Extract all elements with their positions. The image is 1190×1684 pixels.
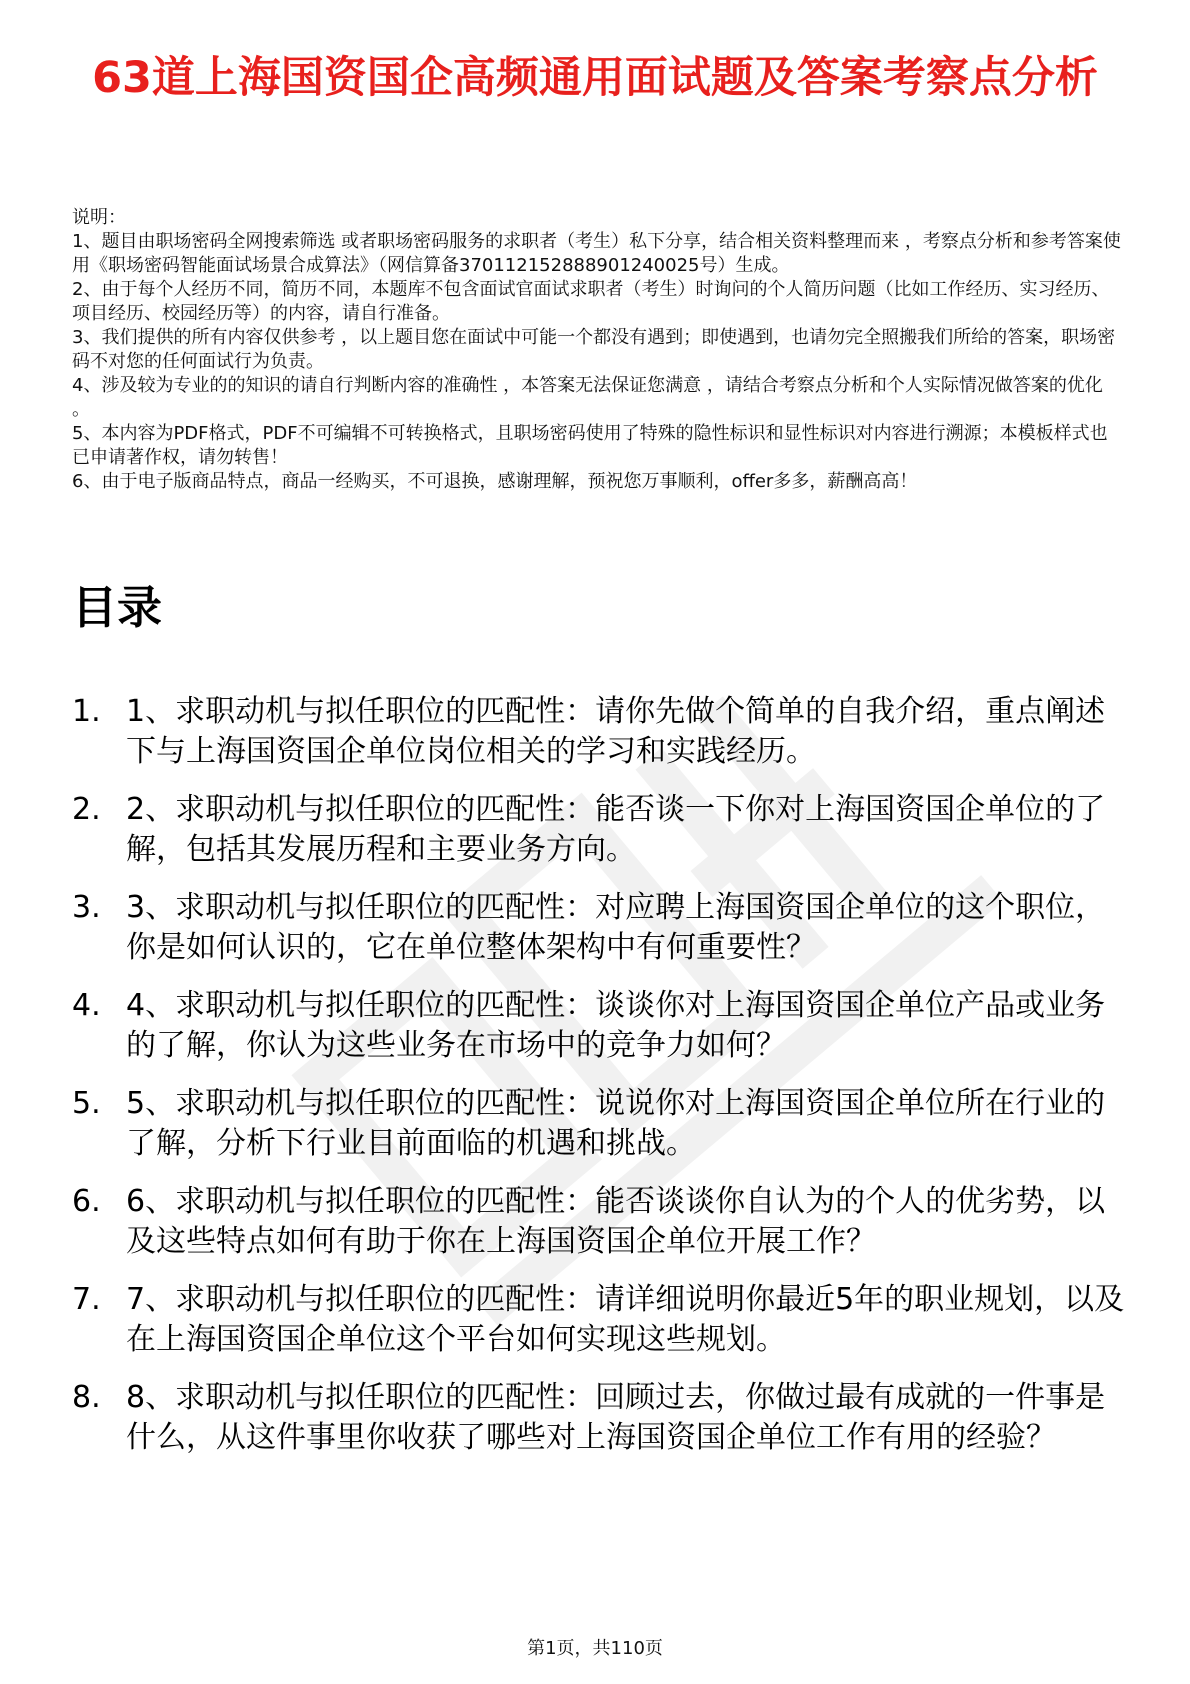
toc-item-number: 7.	[72, 1282, 101, 1317]
toc-item-number: 3.	[72, 890, 101, 925]
toc-item-text: 3、求职动机与拟任职位的匹配性：对应聘上海国资国企单位的这个职位，你是如何认识的，它在单位整体架构中有何重要性？	[126, 890, 1106, 965]
note-item: 5、本内容为PDF格式，PDF不可编辑不可转换格式，且职场密码使用了特殊的隐性标识和显性标识对内容进行溯源；本模板样式也已申请著作权，请勿转售！	[72, 423, 1108, 468]
note-item: 6、由于电子版商品特点，商品一经购买，不可退换，感谢理解，预祝您万事顺利，offer多多，薪酬高高！	[72, 471, 918, 492]
toc-item-text: 7、求职动机与拟任职位的匹配性：请详细说明你最近5年的职业规划，以及在上海国资国企单位这个平台如何实现这些规划。	[126, 1282, 1125, 1357]
toc-item-text: 1、求职动机与拟任职位的匹配性：请你先做个简单的自我介绍，重点阐述下与上海国资国企单位岗位相关的学习和实践经历。	[126, 694, 1106, 769]
toc-item[interactable]	[72, 692, 1132, 772]
toc-item-text: 4、求职动机与拟任职位的匹配性：谈谈你对上海国资国企单位产品或业务的了解，你认为这些业务在市场中的竞争力如何？	[126, 988, 1106, 1063]
toc-item[interactable]	[72, 986, 1132, 1066]
page-title: 63道上海国资国企高频通用面试题及答案考察点分析	[92, 53, 1098, 103]
note-item: 1、题目由职场密码全网搜索筛选 或者职场密码服务的求职者（考生）私下分享，结合相关资料整理而来 ，考察点分析和参考答案使用《职场密码智能面试场景合成算法》（网信算备370112152888901240025号）生成。	[72, 231, 1121, 276]
page-footer: 第1页，共110页	[527, 1638, 663, 1659]
toc-item-text: 5、求职动机与拟任职位的匹配性：说说你对上海国资国企单位所在行业的了解，分析下行业目前面临的机遇和挑战。	[126, 1086, 1106, 1161]
toc-heading: 目录	[72, 581, 163, 634]
toc-list	[72, 692, 1132, 1476]
note-item: 3、我们提供的所有内容仅供参考 ，以上题目您在面试中可能一个都没有遇到；即使遇到，也请勿完全照搬我们所给的答案，职场密码不对您的任何面试行为负责。	[72, 327, 1116, 372]
toc-item-text: 2、求职动机与拟任职位的匹配性：能否谈一下你对上海国资国企单位的了解，包括其发展历程和主要业务方向。	[126, 792, 1106, 867]
toc-item-number: 5.	[72, 1086, 101, 1121]
notes-section	[72, 206, 1122, 494]
toc-item-text: 8、求职动机与拟任职位的匹配性：回顾过去，你做过最有成就的一件事是什么，从这件事里你收获了哪些对上海国资国企单位工作有用的经验？	[126, 1380, 1106, 1455]
toc-item-number: 4.	[72, 988, 101, 1023]
toc-item[interactable]	[72, 1280, 1132, 1360]
note-item: 4、涉及较为专业的的知识的请自行判断内容的准确性 ，本答案无法保证您满意 ，请结合考察点分析和个人实际情况做答案的优化 。	[72, 375, 1103, 420]
toc-item-number: 2.	[72, 792, 101, 827]
notes-heading: 说明：	[72, 207, 126, 228]
toc-item[interactable]	[72, 1182, 1132, 1262]
note-item: 2、由于每个人经历不同，简历不同，本题库不包含面试官面试求职者（考生）时询问的个人简历问题（比如工作经历、实习经历、项目经历、校园经历等）的内容，请自行准备。	[72, 279, 1110, 324]
toc-item[interactable]	[72, 1084, 1132, 1164]
toc-item[interactable]	[72, 790, 1132, 870]
toc-item-number: 6.	[72, 1184, 101, 1219]
toc-item-number: 8.	[72, 1380, 101, 1415]
toc-item[interactable]	[72, 1378, 1132, 1458]
toc-item-number: 1.	[72, 694, 101, 729]
toc-item-text: 6、求职动机与拟任职位的匹配性：能否谈谈你自认为的个人的优劣势，以及这些特点如何有助于你在上海国资国企单位开展工作？	[126, 1184, 1106, 1259]
toc-item[interactable]	[72, 888, 1132, 968]
